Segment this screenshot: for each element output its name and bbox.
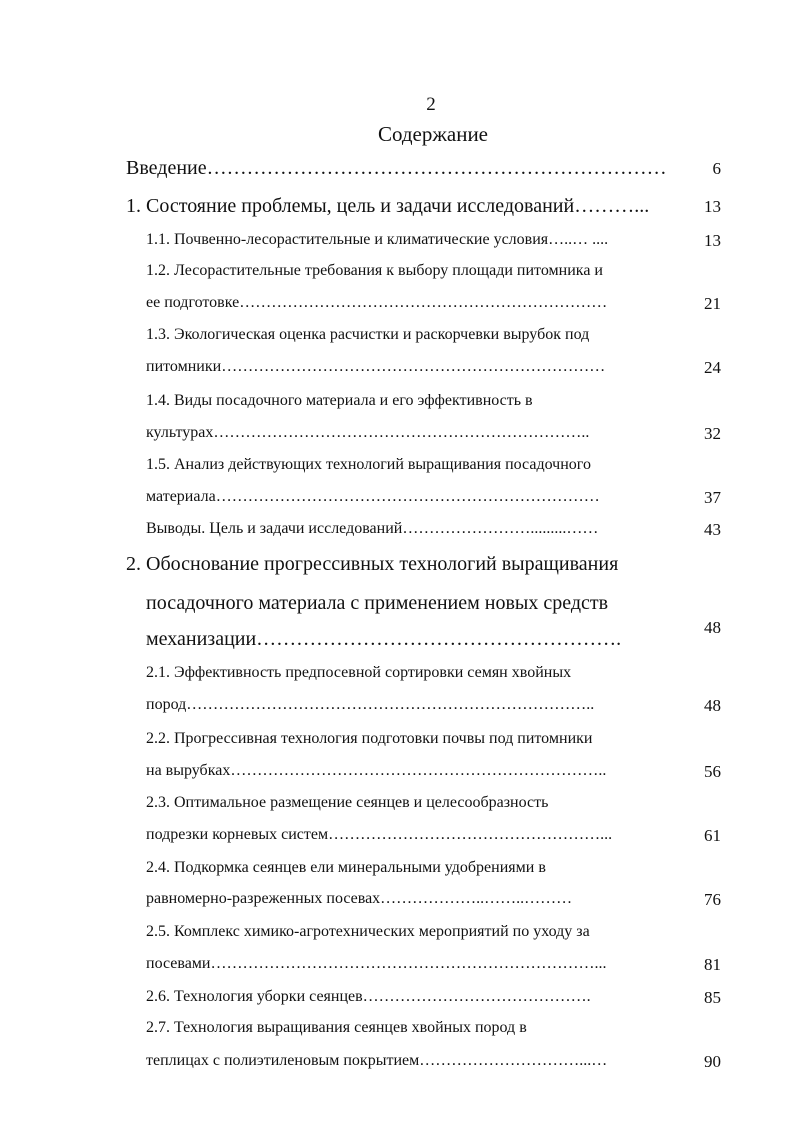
toc-entry-line: 1.4. Виды посадочного материала и его эффективность в [146, 392, 533, 409]
toc-entry-line: питомники……………………………………………………………… [146, 358, 606, 375]
toc-entry-line: посевами………………………………………………………………... [146, 955, 607, 972]
toc-entry-line: 2.2. Прогрессивная технология подготовки почвы под питомники [146, 730, 593, 747]
toc-page-number: 43 [704, 520, 721, 539]
toc-entry-line: посадочного материала с применением новых средств [146, 592, 609, 614]
toc-entry-line: на вырубках…………………………………………………………….. [146, 762, 607, 779]
toc-entry-line: ее подготовке…………………………………………………………… [146, 294, 608, 311]
toc-entry-line: 2.4. Подкормка сеянцев ели минеральными удобрениями в [146, 859, 546, 876]
toc-entry-line: 2.3. Оптимальное размещение сеянцев и целесообразность [146, 794, 549, 811]
toc-page-number: 13 [704, 197, 721, 216]
toc-entry-line: Выводы. Цель и задачи исследований…………………….........…… [146, 520, 599, 537]
toc-entry-line: подрезки корневых систем……………………………………………... [146, 826, 613, 843]
toc-entry-line: равномерно-разреженных посевах………………..……..……… [146, 890, 573, 907]
toc-entry-line: культурах…………………………………………………………….. [146, 424, 590, 441]
toc-entry-line: пород………………………………………………………………….. [146, 696, 595, 713]
toc-page-number: 24 [704, 358, 721, 377]
toc-page-number: 48 [704, 618, 721, 637]
toc-page-number: 13 [704, 231, 721, 250]
toc-page-number: 37 [704, 488, 721, 507]
toc-entry-line: 2.1. Эффективность предпосевной сортировки семян хвойных [146, 664, 572, 681]
toc-entry-line: 1. Состояние проблемы, цель и задачи исследований………... [126, 195, 650, 217]
toc-page-number: 32 [704, 424, 721, 443]
toc-entry-line: 1.2. Лесорастительные требования к выбору площади питомника и [146, 262, 603, 279]
toc-entry-line: 1.5. Анализ действующих технологий выращивания посадочного [146, 456, 591, 473]
toc-entry-line: теплицах с полиэтиленовым покрытием…………………………...… [146, 1052, 608, 1069]
toc-page-number: 81 [704, 955, 721, 974]
toc-entry-line: 1.1. Почвенно-лесорастительные и климатические условия…..… .... [146, 231, 609, 248]
toc-page-number: 85 [704, 988, 721, 1007]
toc-page-number: 90 [704, 1052, 721, 1071]
toc-entry-line: 2.5. Комплекс химико-агротехнических мероприятий по уходу за [146, 923, 590, 940]
page-number: 2 [426, 94, 436, 115]
toc-entry-line: 2. Обоснование прогрессивных технологий выращивания [126, 553, 619, 575]
toc-entry-line: 2.7. Технология выращивания сеянцев хвойных пород в [146, 1019, 527, 1036]
toc-entry-line: 1.3. Экологическая оценка расчистки и раскорчевки вырубок под [146, 326, 590, 343]
toc-page-number: 6 [712, 159, 721, 178]
toc-page-number: 61 [704, 826, 721, 845]
toc-entry-line: Введение…………………………………………………………… [126, 157, 667, 179]
toc-page-number: 21 [704, 294, 721, 313]
toc-title: Содержание [377, 122, 489, 146]
toc-page-number: 56 [704, 762, 721, 781]
toc-page-number: 48 [704, 696, 721, 715]
toc-page-number: 76 [704, 890, 721, 909]
toc-entry-line: материала……………………………………………………………… [146, 488, 600, 505]
toc-entry-line: 2.6. Технология уборки сеянцев……………………………………. [146, 988, 591, 1005]
toc-entry-line: механизации………………………………………………. [146, 628, 622, 650]
